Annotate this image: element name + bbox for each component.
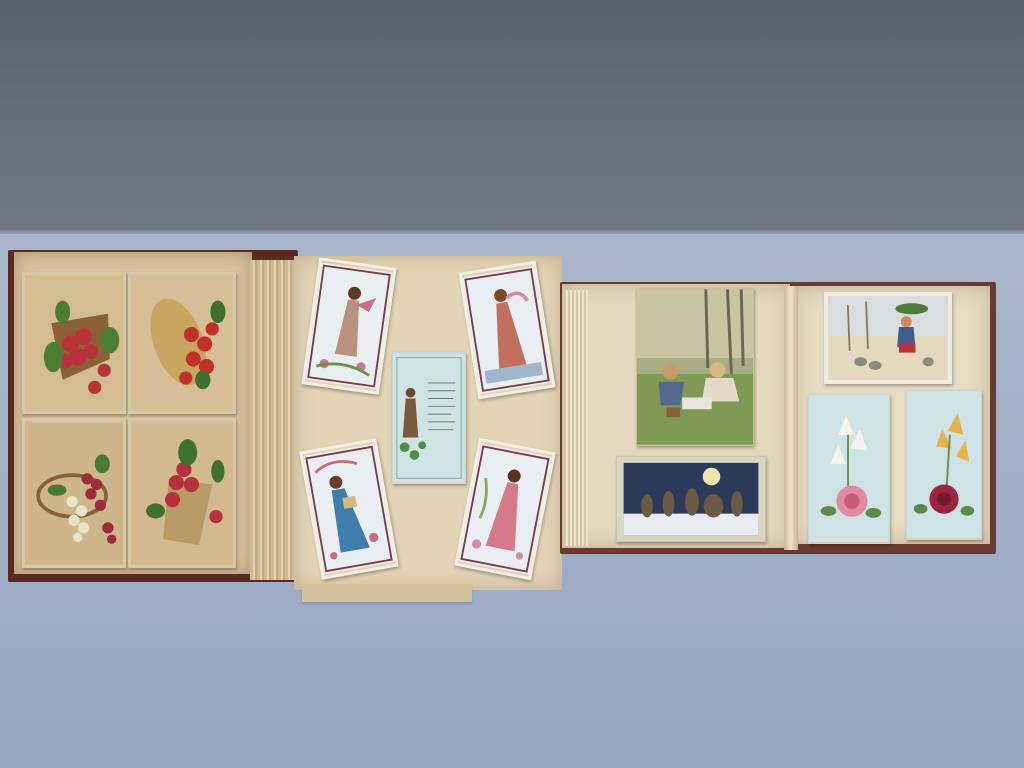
lady-with-fan-image bbox=[305, 261, 393, 392]
raspberry-basket-image bbox=[25, 275, 123, 411]
strawberry-basket-card bbox=[128, 418, 236, 568]
right-album-page-edges bbox=[564, 290, 588, 546]
cherry-basket-card bbox=[128, 272, 236, 414]
children-picnic-card bbox=[636, 288, 754, 446]
strawberry-basket-image bbox=[131, 421, 233, 565]
loose-page-bottom bbox=[302, 584, 472, 602]
poem-card bbox=[392, 352, 466, 484]
pink-rose-lilies-card bbox=[808, 394, 890, 544]
raspberry-basket-card bbox=[22, 272, 126, 414]
background-wall bbox=[0, 0, 1024, 238]
page-stack bbox=[250, 260, 298, 580]
poem-card-image bbox=[393, 353, 465, 483]
lady-in-white-dress-image bbox=[462, 264, 552, 396]
pink-rose-lilies-image bbox=[809, 395, 889, 543]
cherry-basket-image bbox=[131, 275, 233, 411]
grape-basket-card bbox=[22, 418, 126, 568]
red-rose-lilies-image bbox=[907, 391, 981, 539]
moon-icon bbox=[703, 468, 721, 486]
grape-basket-image bbox=[25, 421, 123, 565]
boy-with-rabbits-image bbox=[828, 296, 948, 380]
dancing-rabbits-card bbox=[616, 456, 766, 542]
red-rose-lilies-card bbox=[906, 390, 982, 540]
dancing-rabbits-image bbox=[617, 457, 765, 541]
children-picnic-image bbox=[637, 289, 753, 445]
right-album-spine bbox=[784, 286, 798, 550]
boy-with-rabbits-card bbox=[824, 292, 952, 384]
